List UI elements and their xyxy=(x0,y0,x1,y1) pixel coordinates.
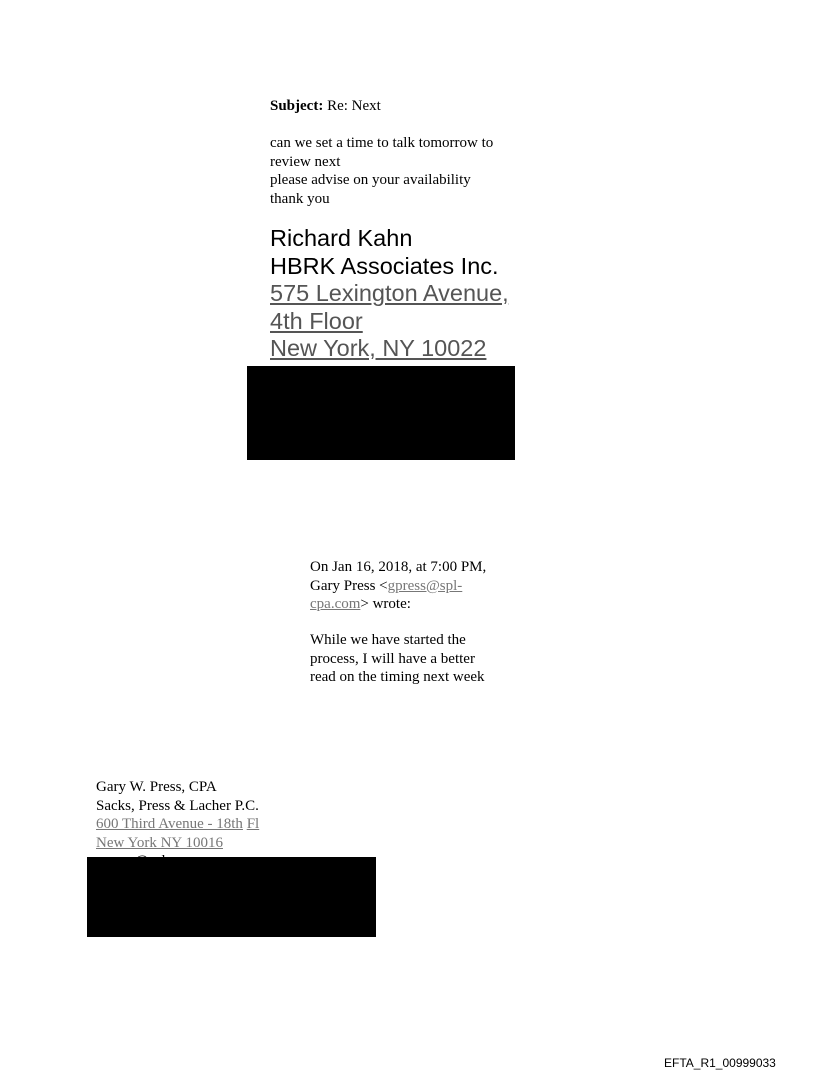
quoted-signature xyxy=(96,778,259,852)
redaction-box xyxy=(247,366,515,460)
sender-name: Gary Press < xyxy=(310,577,388,594)
quoted-header xyxy=(310,558,520,614)
email-subject xyxy=(270,97,381,115)
quoted-body-line: process, I will have a better xyxy=(310,650,475,667)
body-line: thank you xyxy=(270,190,330,207)
address-link-line3[interactable]: New York, NY 10022 xyxy=(270,335,487,361)
quoted-signature-name: Gary W. Press, CPA xyxy=(96,779,217,795)
quoted-signature-firm: Sacks, Press & Lacher P.C. xyxy=(96,797,259,814)
address-link-line1[interactable]: 575 Lexington Avenue, xyxy=(270,280,509,306)
quoted-body xyxy=(310,631,520,687)
wrote-text: > wrote: xyxy=(360,596,411,612)
redaction-box xyxy=(87,857,376,937)
quoted-body-line: While we have started the xyxy=(310,632,466,648)
quoted-body-line: read on the timing next week xyxy=(310,669,485,685)
quoted-signature-address xyxy=(96,815,259,834)
quoted-header-line: On Jan 16, 2018, at 7:00 PM, xyxy=(310,559,487,575)
quoted-header-line xyxy=(310,595,520,614)
address-link-floor[interactable]: Fl xyxy=(246,816,260,832)
body-line: please advise on your availability xyxy=(270,172,471,188)
subject-label: Subject: xyxy=(270,98,324,114)
body-line: review next xyxy=(270,153,341,170)
city-link[interactable]: New York NY 10016 xyxy=(96,834,223,851)
body-line: can we set a time to talk tomorrow to xyxy=(270,135,494,151)
signature-company: HBRK Associates Inc. xyxy=(270,252,499,279)
sender-email-link[interactable]: gpress@spl- xyxy=(387,577,463,594)
bates-number: EFTA_R1_00999033 xyxy=(664,1056,776,1070)
quoted-header-line xyxy=(310,577,520,596)
email-body xyxy=(270,134,530,208)
address-link[interactable]: 600 Third Avenue - 18th xyxy=(96,816,243,832)
signature-name: Richard Kahn xyxy=(270,225,413,251)
signature-block xyxy=(270,225,509,363)
subject-value: Re: Next xyxy=(327,98,381,114)
sender-email-link-cont[interactable]: cpa.com xyxy=(310,596,361,612)
address-link-line2[interactable]: 4th Floor xyxy=(270,307,363,334)
